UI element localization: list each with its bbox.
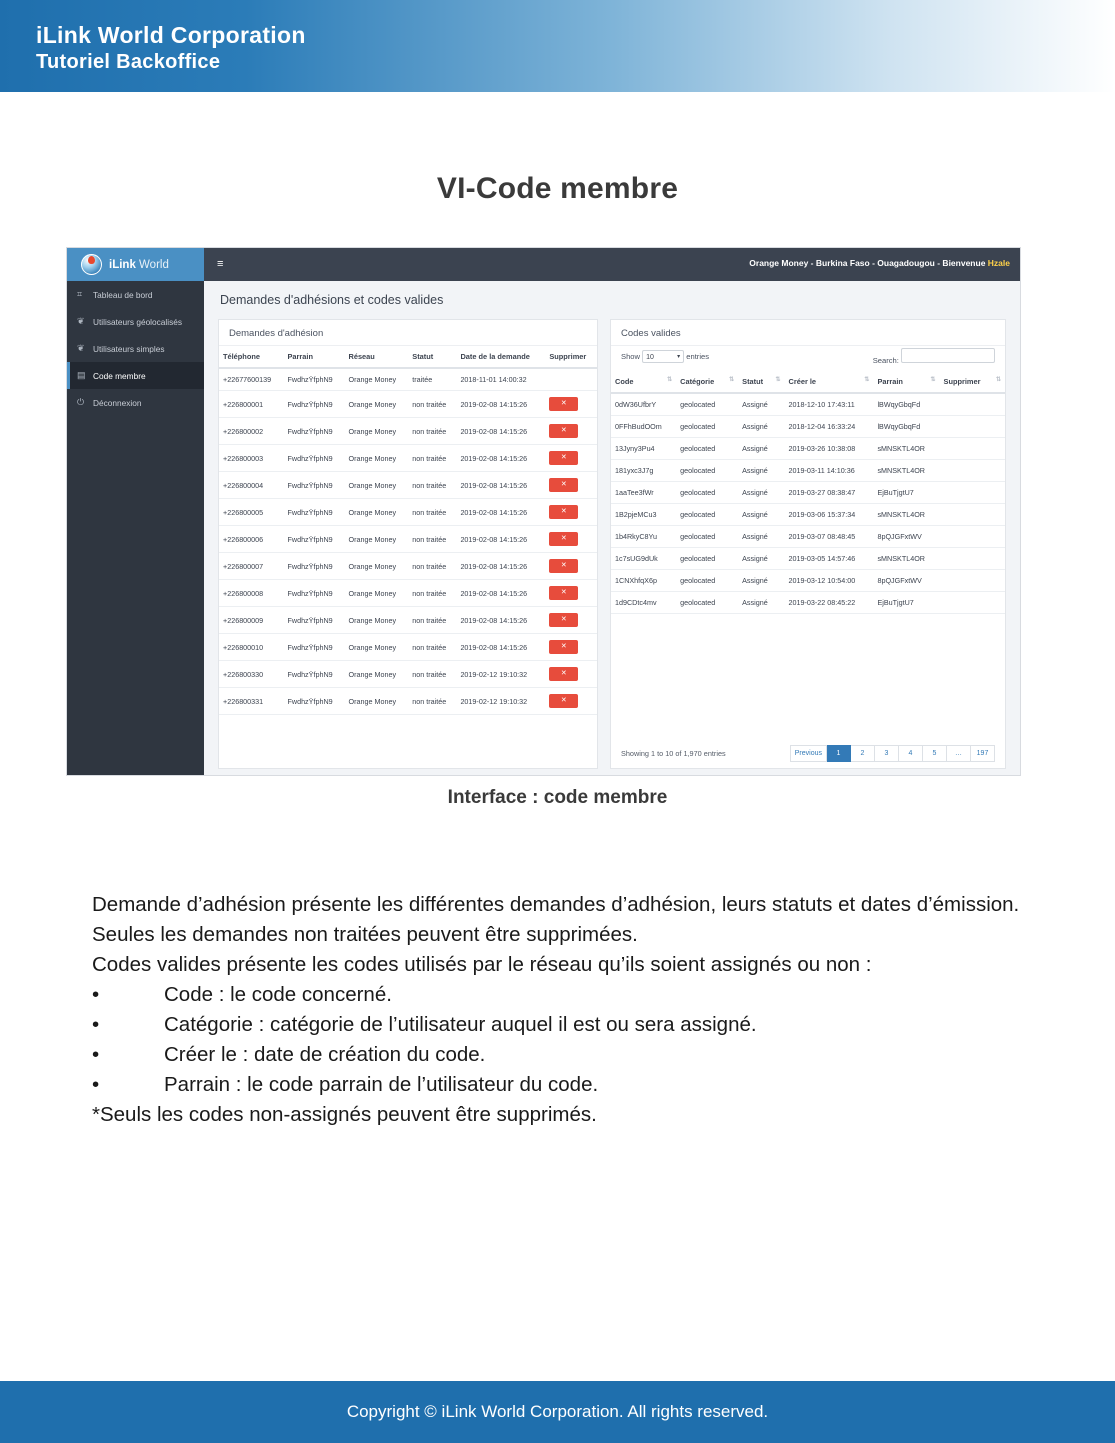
- cell-categorie: geolocated: [676, 592, 738, 614]
- cell-creer-le: 2018-12-10 17:43:11: [785, 393, 874, 416]
- cell-supprimer: [545, 526, 597, 553]
- column-supprimer[interactable]: [940, 371, 1005, 393]
- app-brand[interactable]: [67, 248, 204, 281]
- table-row: [611, 416, 1005, 438]
- pagination: [790, 745, 995, 762]
- table-row: [219, 368, 597, 391]
- cell-supprimer: [940, 438, 1005, 460]
- sort-icon: ⇅: [864, 377, 870, 383]
- cell-statut: non traitée: [408, 580, 456, 607]
- cell-parrain: FwdhzŸfphN9: [283, 580, 344, 607]
- cell-parrain: FwdhzŸfphN9: [283, 661, 344, 688]
- datatable-footer: [611, 745, 1005, 762]
- cell-date: 2019-02-08 14:15:26: [456, 391, 545, 418]
- column-date-demande[interactable]: Date de la demande: [456, 346, 545, 368]
- cell-date: 2019-02-08 14:15:26: [456, 607, 545, 634]
- delete-button[interactable]: ✕: [549, 640, 578, 654]
- cell-date: 2019-02-12 19:10:32: [456, 688, 545, 715]
- hamburger-menu-icon[interactable]: ≡: [217, 258, 224, 270]
- search-label: Search:: [872, 356, 899, 365]
- cell-date: 2019-02-08 14:15:26: [456, 580, 545, 607]
- cell-statut: non traitée: [408, 445, 456, 472]
- sidebar-item-tableau-de-bord[interactable]: [67, 281, 204, 308]
- cell-supprimer: [545, 607, 597, 634]
- cell-code: 0FFhBudOOm: [611, 416, 676, 438]
- sidebar-item-deconnexion[interactable]: [67, 389, 204, 416]
- delete-button[interactable]: ✕: [549, 667, 578, 681]
- cell-reseau: Orange Money: [345, 472, 409, 499]
- cell-statut: non traitée: [408, 634, 456, 661]
- cell-parrain: FwdhzŸfphN9: [283, 553, 344, 580]
- cell-date: 2019-02-08 14:15:26: [456, 553, 545, 580]
- cell-supprimer: [940, 570, 1005, 592]
- app-content: [204, 281, 1020, 775]
- cell-statut: traitée: [408, 368, 456, 391]
- cell-supprimer: [940, 482, 1005, 504]
- panel-left-title: Demandes d'adhésion: [219, 320, 597, 346]
- column-supprimer-label: Supprimer: [943, 377, 981, 386]
- cell-supprimer: [545, 688, 597, 715]
- cell-parrain: lBWqyGbqFd: [873, 393, 939, 416]
- table-row: [219, 445, 597, 472]
- delete-button[interactable]: ✕: [549, 559, 578, 573]
- cell-statut: non traitée: [408, 391, 456, 418]
- cell-categorie: geolocated: [676, 482, 738, 504]
- table-row: [611, 504, 1005, 526]
- cell-date: 2019-02-08 14:15:26: [456, 445, 545, 472]
- entries-select-value: 10: [646, 354, 654, 361]
- table-row: [219, 418, 597, 445]
- cell-creer-le: 2019-03-26 10:38:08: [785, 438, 874, 460]
- column-parrain-label: Parrain: [877, 377, 903, 386]
- cell-statut: Assigné: [738, 592, 784, 614]
- pagination-page-1[interactable]: 1: [827, 745, 851, 762]
- cell-categorie: geolocated: [676, 526, 738, 548]
- cell-supprimer: [940, 504, 1005, 526]
- show-label: Show: [621, 352, 640, 361]
- sidebar-item-label: Code membre: [93, 370, 146, 381]
- cell-creer-le: 2019-03-06 15:37:34: [785, 504, 874, 526]
- brand-label-bold: iLink: [109, 258, 136, 271]
- cell-telephone: +226800004: [219, 472, 283, 499]
- datatable-toolbar: [611, 346, 1005, 371]
- cell-creer-le: 2019-03-27 08:38:47: [785, 482, 874, 504]
- cell-code: 1CNXhfqX6p: [611, 570, 676, 592]
- cell-statut: non traitée: [408, 553, 456, 580]
- cell-statut: Assigné: [738, 438, 784, 460]
- pagination-page-2[interactable]: 2: [851, 745, 875, 762]
- cell-parrain: FwdhzŸfphN9: [283, 688, 344, 715]
- bullet-marker: •: [92, 1013, 100, 1036]
- sidebar: [67, 281, 204, 775]
- cell-parrain: 8pQJGFxtWV: [873, 570, 939, 592]
- document-title-block: [36, 22, 306, 75]
- table-row: [611, 460, 1005, 482]
- list-item: [92, 980, 1022, 1010]
- list-item: [92, 1010, 1022, 1040]
- panel-demandes-adhesion: [218, 319, 598, 769]
- cell-statut: non traitée: [408, 661, 456, 688]
- cell-supprimer: [940, 592, 1005, 614]
- cell-date: 2019-02-12 19:10:32: [456, 661, 545, 688]
- bullet-list: [92, 980, 1022, 1100]
- cell-reseau: Orange Money: [345, 607, 409, 634]
- cell-date: 2019-02-08 14:15:26: [456, 418, 545, 445]
- document-subtitle: Tutoriel Backoffice: [36, 51, 221, 73]
- cell-reseau: Orange Money: [345, 553, 409, 580]
- cell-statut: Assigné: [738, 526, 784, 548]
- delete-button[interactable]: ✕: [549, 586, 578, 600]
- paragraph-1: Demande d’adhésion présente les différentes demandes d’adhésion, leurs statuts et dates d’émission. Seules les demandes non traitées peuvent être supprimées.: [92, 893, 1020, 946]
- cell-reseau: Orange Money: [345, 368, 409, 391]
- delete-button[interactable]: ✕: [549, 694, 578, 708]
- cell-telephone: +226800008: [219, 580, 283, 607]
- sidebar-item-utilisateurs-geolocalises[interactable]: [67, 308, 204, 335]
- cell-creer-le: 2019-03-12 10:54:00: [785, 570, 874, 592]
- column-parrain[interactable]: Parrain: [283, 346, 344, 368]
- cell-creer-le: 2019-03-11 14:10:36: [785, 460, 874, 482]
- cell-creer-le: 2019-03-07 08:48:45: [785, 526, 874, 548]
- table-row: [219, 499, 597, 526]
- company-name: iLink World Corporation: [36, 22, 306, 48]
- table-row: [611, 438, 1005, 460]
- topbar-username[interactable]: Hzale: [987, 258, 1010, 268]
- cell-code: 1d9CDtc4mv: [611, 592, 676, 614]
- column-statut-label: Statut: [742, 377, 764, 386]
- cell-telephone: +226800001: [219, 391, 283, 418]
- cell-parrain: FwdhzŸfphN9: [283, 634, 344, 661]
- column-creer-le-label: Créer le: [788, 377, 817, 386]
- cell-parrain: FwdhzŸfphN9: [283, 368, 344, 391]
- cell-supprimer: [940, 526, 1005, 548]
- sidebar-item-utilisateurs-simples[interactable]: [67, 335, 204, 362]
- cell-telephone: +22677600139: [219, 368, 283, 391]
- users-icon: ❦: [77, 343, 85, 353]
- entries-length-control: [621, 350, 709, 363]
- panel-codes-valides: [610, 319, 1006, 769]
- cell-code: 1aaTee3fWr: [611, 482, 676, 504]
- delete-button[interactable]: ✕: [549, 478, 578, 492]
- cell-code: 1c7sUG9dUk: [611, 548, 676, 570]
- search-input[interactable]: [901, 348, 995, 363]
- cell-telephone: +226800010: [219, 634, 283, 661]
- cell-reseau: Orange Money: [345, 391, 409, 418]
- column-supprimer: Supprimer: [545, 346, 597, 368]
- bullet-marker: •: [92, 983, 100, 1006]
- cell-supprimer: [545, 499, 597, 526]
- column-categorie[interactable]: [676, 371, 738, 393]
- list-item-label: Catégorie : catégorie de l’utilisateur auquel il est ou sera assigné.: [164, 1013, 757, 1036]
- cell-reseau: Orange Money: [345, 418, 409, 445]
- column-code-label: Code: [615, 377, 634, 386]
- cell-parrain: FwdhzŸfphN9: [283, 607, 344, 634]
- cell-parrain: sMNSKTL4OR: [873, 504, 939, 526]
- power-icon: ⏻: [77, 397, 85, 407]
- table-row: [611, 482, 1005, 504]
- cell-parrain: sMNSKTL4OR: [873, 438, 939, 460]
- column-statut[interactable]: [738, 371, 784, 393]
- cell-supprimer: [545, 580, 597, 607]
- cell-telephone: +226800009: [219, 607, 283, 634]
- table-row: [611, 570, 1005, 592]
- panel-right-title: Codes valides: [611, 320, 1005, 346]
- table-row: [219, 580, 597, 607]
- column-telephone[interactable]: Téléphone: [219, 346, 283, 368]
- cell-supprimer: [940, 460, 1005, 482]
- pagination-previous[interactable]: Previous: [790, 745, 827, 762]
- sort-icon: ⇅: [667, 377, 673, 383]
- cell-parrain: sMNSKTL4OR: [873, 460, 939, 482]
- cell-parrain: 8pQJGFxtWV: [873, 526, 939, 548]
- column-parrain[interactable]: [873, 371, 939, 393]
- cell-date: 2019-02-08 14:15:26: [456, 499, 545, 526]
- delete-button[interactable]: ✕: [549, 451, 578, 465]
- bullet-marker: •: [92, 1073, 100, 1096]
- sidebar-item-label: Utilisateurs simples: [93, 343, 165, 354]
- content-heading: Demandes d'adhésions et codes valides: [220, 293, 444, 307]
- cell-supprimer: [545, 368, 597, 391]
- cell-creer-le: 2019-03-22 08:45:22: [785, 592, 874, 614]
- page-footer: [0, 1378, 1115, 1443]
- cell-reseau: Orange Money: [345, 526, 409, 553]
- cell-reseau: Orange Money: [345, 661, 409, 688]
- pagination-ellipsis: …: [947, 745, 971, 762]
- cell-reseau: Orange Money: [345, 580, 409, 607]
- cell-statut: Assigné: [738, 393, 784, 416]
- pagination-page-3[interactable]: 3: [875, 745, 899, 762]
- cell-reseau: Orange Money: [345, 445, 409, 472]
- cell-supprimer: [545, 445, 597, 472]
- list-item: [92, 1070, 1022, 1100]
- cell-telephone: +226800330: [219, 661, 283, 688]
- sort-icon: ⇅: [995, 377, 1001, 383]
- app-topbar: [67, 248, 1020, 281]
- sort-icon: ⇅: [729, 377, 735, 383]
- cell-parrain: FwdhzŸfphN9: [283, 499, 344, 526]
- cell-statut: non traitée: [408, 526, 456, 553]
- table-row: [611, 526, 1005, 548]
- column-statut[interactable]: Statut: [408, 346, 456, 368]
- cell-telephone: +226800005: [219, 499, 283, 526]
- cell-reseau: Orange Money: [345, 688, 409, 715]
- cell-categorie: geolocated: [676, 416, 738, 438]
- bullet-marker: •: [92, 1043, 100, 1066]
- cell-parrain: sMNSKTL4OR: [873, 548, 939, 570]
- delete-button[interactable]: ✕: [549, 505, 578, 519]
- app-screenshot: [66, 247, 1021, 776]
- page-title: VI-Code membre: [436, 172, 679, 205]
- table-row: [611, 393, 1005, 416]
- cell-date: 2019-02-08 14:15:26: [456, 634, 545, 661]
- cell-telephone: +226800331: [219, 688, 283, 715]
- cell-parrain: EjBuTjgtU7: [873, 592, 939, 614]
- cell-supprimer: [545, 553, 597, 580]
- delete-button[interactable]: ✕: [549, 397, 578, 411]
- cell-categorie: geolocated: [676, 548, 738, 570]
- cell-supprimer: [545, 661, 597, 688]
- sort-icon: ⇅: [775, 377, 781, 383]
- topbar-location-text: Orange Money - Burkina Faso - Ouagadougou - Bienvenue: [749, 258, 988, 268]
- column-reseau[interactable]: Réseau: [345, 346, 409, 368]
- page-header-band: [0, 0, 1115, 92]
- column-code[interactable]: [611, 371, 676, 393]
- cell-statut: non traitée: [408, 607, 456, 634]
- cell-statut: Assigné: [738, 482, 784, 504]
- cell-code: 0dW36UfbrY: [611, 393, 676, 416]
- footnote: *Seuls les codes non-assignés peuvent être supprimés.: [92, 1103, 597, 1126]
- cell-parrain: FwdhzŸfphN9: [283, 445, 344, 472]
- cell-date: 2019-02-08 14:15:26: [456, 526, 545, 553]
- table-header-row: [611, 371, 1005, 393]
- table-row: [219, 661, 597, 688]
- dashboard-icon: ⌗: [77, 289, 83, 299]
- cell-telephone: +226800002: [219, 418, 283, 445]
- cell-reseau: Orange Money: [345, 634, 409, 661]
- cell-categorie: geolocated: [676, 460, 738, 482]
- cell-supprimer: [545, 472, 597, 499]
- cell-creer-le: 2019-03-05 14:57:46: [785, 548, 874, 570]
- brand-label-light: World: [135, 258, 169, 271]
- copyright-text: Copyright © iLink World Corporation. All rights reserved.: [346, 1402, 769, 1421]
- table-row: [219, 607, 597, 634]
- cell-date: 2018-11-01 14:00:32: [456, 368, 545, 391]
- entries-select[interactable]: [642, 350, 684, 363]
- cell-parrain: FwdhzŸfphN9: [283, 472, 344, 499]
- chevron-down-icon: ▾: [677, 354, 681, 360]
- cell-statut: non traitée: [408, 418, 456, 445]
- cell-supprimer: [940, 416, 1005, 438]
- cell-statut: non traitée: [408, 472, 456, 499]
- table-row: [219, 553, 597, 580]
- table-row: [611, 592, 1005, 614]
- cell-supprimer: [940, 393, 1005, 416]
- cell-parrain: EjBuTjgtU7: [873, 482, 939, 504]
- cell-statut: Assigné: [738, 570, 784, 592]
- cell-code: 1B2pjeMCu3: [611, 504, 676, 526]
- sidebar-item-label: Déconnexion: [93, 397, 142, 408]
- entries-label: entries: [686, 352, 710, 361]
- table-row: [219, 472, 597, 499]
- table-header-row: [219, 346, 597, 368]
- cell-categorie: geolocated: [676, 393, 738, 416]
- cell-parrain: FwdhzŸfphN9: [283, 526, 344, 553]
- cell-supprimer: [940, 548, 1005, 570]
- cell-creer-le: 2018-12-04 16:33:24: [785, 416, 874, 438]
- pagination-page-197[interactable]: 197: [971, 745, 995, 762]
- cell-categorie: geolocated: [676, 438, 738, 460]
- globe-icon: [81, 254, 102, 275]
- column-creer-le[interactable]: [785, 371, 874, 393]
- list-item: [92, 1040, 1022, 1070]
- table-row: [219, 634, 597, 661]
- delete-button[interactable]: ✕: [549, 424, 578, 438]
- cell-telephone: +226800003: [219, 445, 283, 472]
- cell-parrain: lBWqyGbqFd: [873, 416, 939, 438]
- cell-statut: Assigné: [738, 504, 784, 526]
- cell-code: 1b4RkyC8Yu: [611, 526, 676, 548]
- cell-telephone: +226800007: [219, 553, 283, 580]
- sort-icon: ⇅: [930, 377, 936, 383]
- cell-code: 13Jyny3Pu4: [611, 438, 676, 460]
- cell-parrain: FwdhzŸfphN9: [283, 418, 344, 445]
- body-text: [92, 890, 1022, 1130]
- cell-code: 181yxc3J7g: [611, 460, 676, 482]
- users-icon: ❦: [77, 316, 85, 326]
- pagination-page-4[interactable]: 4: [899, 745, 923, 762]
- table-row: [219, 391, 597, 418]
- table-row: [219, 688, 597, 715]
- sidebar-item-code-membre[interactable]: [67, 362, 204, 389]
- cell-telephone: +226800006: [219, 526, 283, 553]
- sidebar-item-label: Utilisateurs géolocalisés: [93, 316, 183, 327]
- paragraph-2: Codes valides présente les codes utilisés par le réseau qu’ils soient assignés ou non :: [92, 953, 872, 976]
- column-categorie-label: Catégorie: [680, 377, 715, 386]
- cell-statut: non traitée: [408, 499, 456, 526]
- cell-supprimer: [545, 418, 597, 445]
- cell-categorie: geolocated: [676, 570, 738, 592]
- cell-statut: non traitée: [408, 688, 456, 715]
- cell-supprimer: [545, 391, 597, 418]
- list-item-label: Créer le : date de création du code.: [164, 1043, 486, 1066]
- topbar-session-info: [749, 258, 1010, 268]
- list-item-label: Parrain : le code parrain de l’utilisateur du code.: [164, 1073, 599, 1096]
- table-row: [611, 548, 1005, 570]
- cell-statut: Assigné: [738, 460, 784, 482]
- delete-button[interactable]: ✕: [549, 532, 578, 546]
- search-control: [873, 348, 995, 365]
- pagination-page-5[interactable]: 5: [923, 745, 947, 762]
- list-item-label: Code : le code concerné.: [164, 983, 392, 1006]
- cell-statut: Assigné: [738, 416, 784, 438]
- cell-date: 2019-02-08 14:15:26: [456, 472, 545, 499]
- cell-parrain: FwdhzŸfphN9: [283, 391, 344, 418]
- cell-statut: Assigné: [738, 548, 784, 570]
- sidebar-item-label: Tableau de bord: [93, 289, 153, 300]
- brand-label: [109, 259, 169, 271]
- table-demandes-adhesion: [219, 346, 597, 715]
- delete-button[interactable]: ✕: [549, 613, 578, 627]
- cell-reseau: Orange Money: [345, 499, 409, 526]
- table-row: [219, 526, 597, 553]
- cell-supprimer: [545, 634, 597, 661]
- figure-caption: Interface : code membre: [447, 787, 668, 808]
- entries-info: Showing 1 to 10 of 1,970 entries: [621, 749, 726, 758]
- cell-categorie: geolocated: [676, 504, 738, 526]
- table-codes-valides: [611, 371, 1005, 614]
- card-icon: ▤: [77, 370, 86, 380]
